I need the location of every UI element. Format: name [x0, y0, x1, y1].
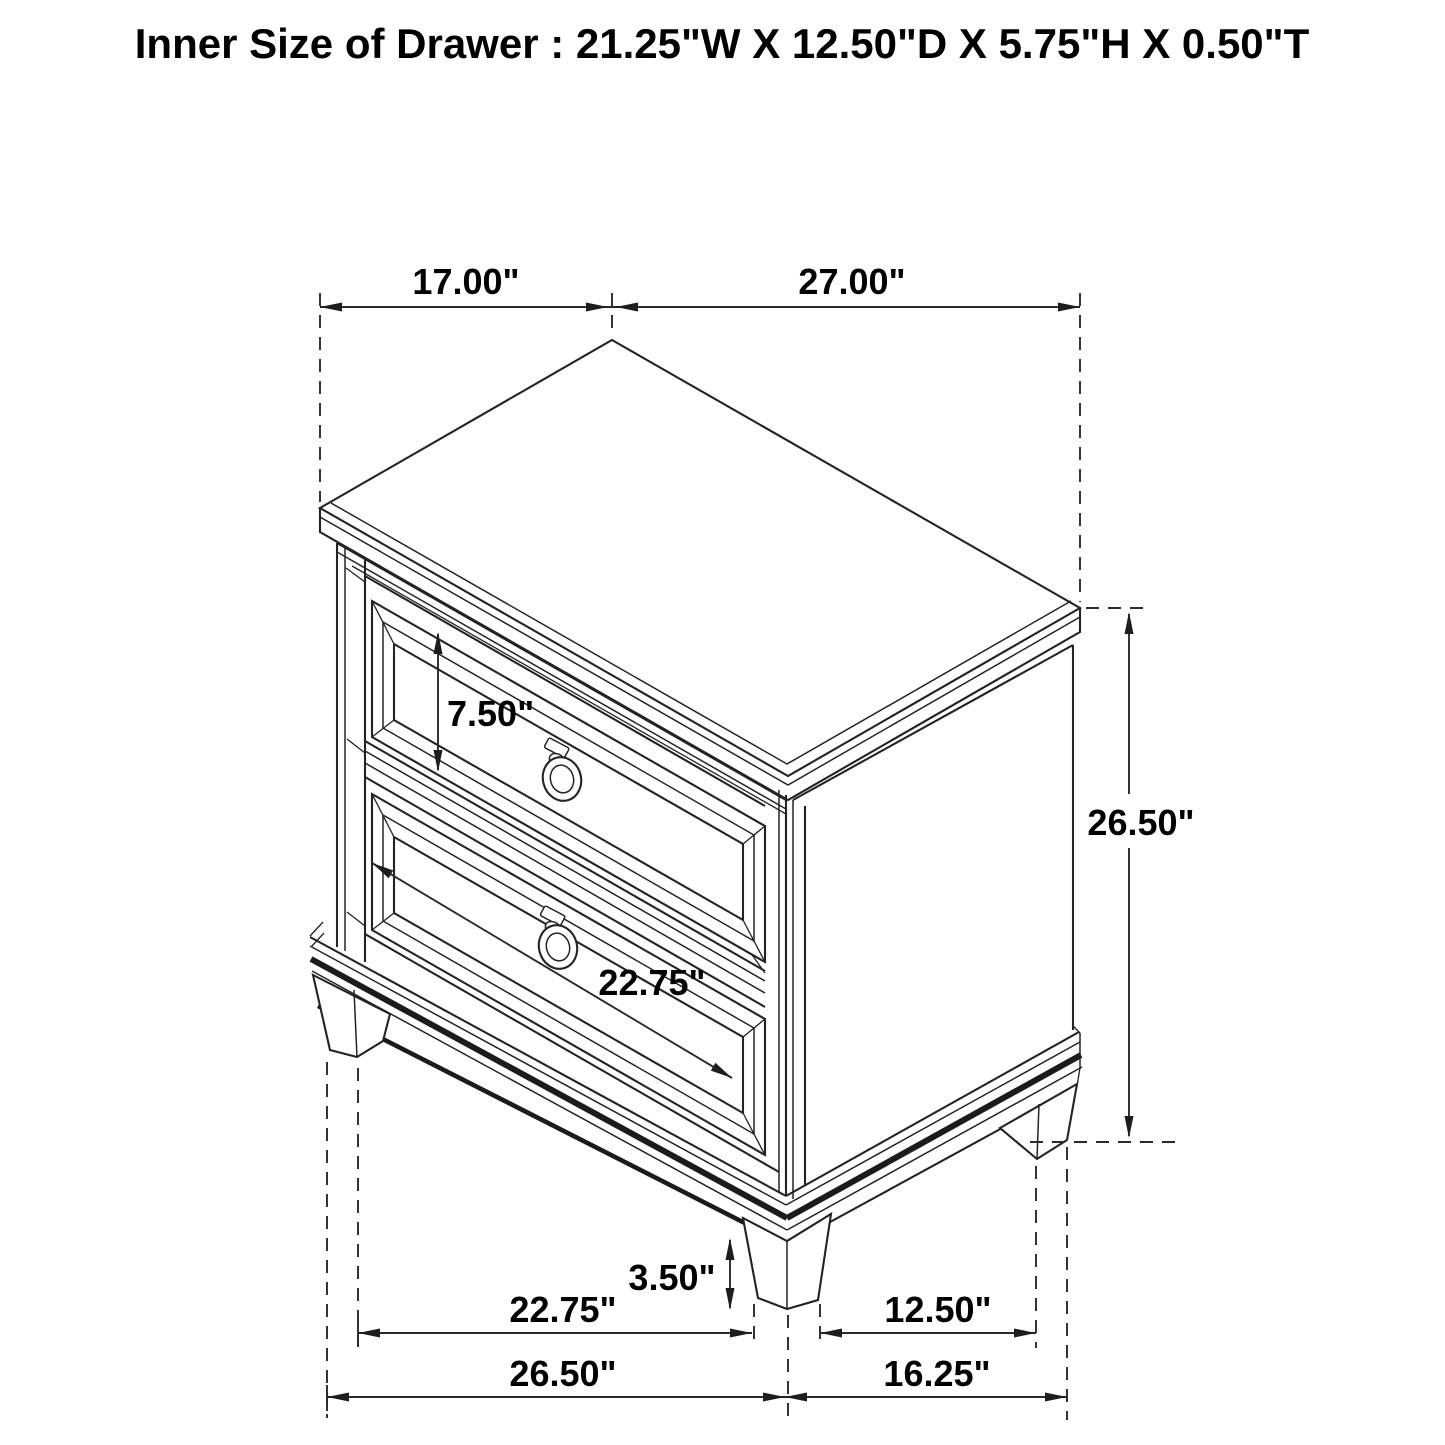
- page-title: Inner Size of Drawer : 21.25"W X 12.50"D X 5.75"H X 0.50"T: [134, 20, 1310, 67]
- front-center-leg: [743, 1214, 831, 1309]
- front-left-leg: [313, 975, 390, 1057]
- nightstand-drawing: [310, 340, 1082, 1309]
- dimension-overall-height: [1087, 612, 1194, 1138]
- dim-label-top-depth: 17.00": [412, 261, 520, 302]
- dim-label-front-leg-span: 22.75": [509, 1289, 617, 1330]
- dim-label-base-depth: 16.25": [883, 1353, 991, 1394]
- dimension-base: [327, 1353, 1067, 1411]
- dim-label-leg-height: 3.50": [628, 1257, 716, 1298]
- dim-label-drawer-height: 7.50": [447, 693, 535, 734]
- dimension-top: [320, 261, 1080, 312]
- dimension-leg-height: [628, 1238, 734, 1310]
- dim-label-top-width: 27.00": [798, 261, 906, 302]
- dim-label-base-width: 26.50": [509, 1353, 617, 1394]
- dim-label-side-leg-span: 12.50": [884, 1289, 992, 1330]
- dim-label-overall-height: 26.50": [1087, 802, 1195, 843]
- dim-label-drawer-width: 22.75": [598, 962, 706, 1003]
